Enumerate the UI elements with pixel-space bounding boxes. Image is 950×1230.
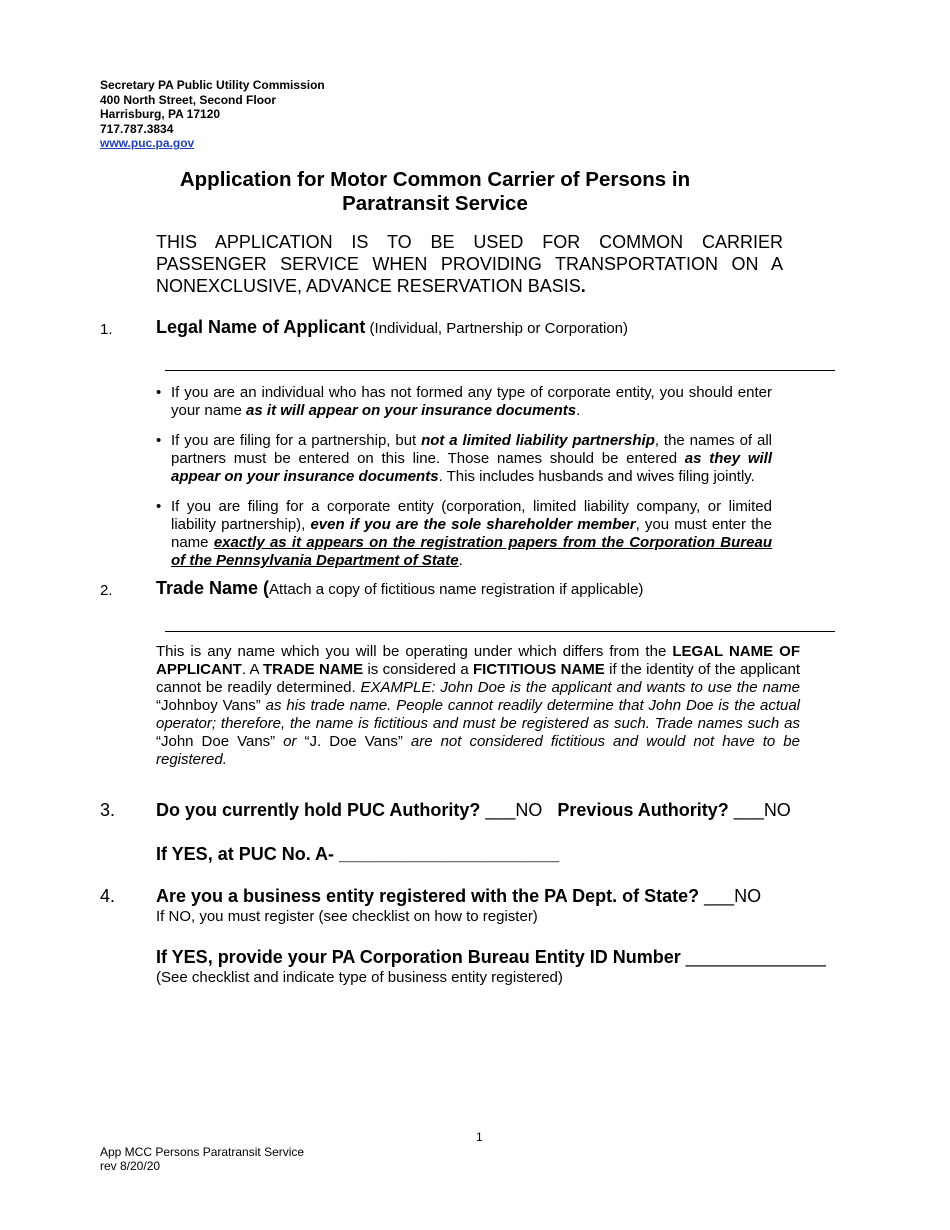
form-footer bbox=[100, 1145, 304, 1173]
form-name: App MCC Persons Paratransit Service bbox=[100, 1145, 305, 1159]
section-4-number: 4. bbox=[100, 886, 116, 906]
list-item: • If you are filing for a partnership, but not a limited liability partnership, the names of all partners must be entered on this line. Those names should be entered as they will appear on your insurance documents. This includes husbands and wives filing jointly. bbox=[156, 432, 772, 485]
title-line-2: Paratransit Service bbox=[342, 192, 528, 215]
commission-address bbox=[100, 78, 325, 151]
entity-type-note: (See checklist and indicate type of business entity registered) bbox=[156, 969, 563, 986]
website-link[interactable]: www.puc.pa.gov bbox=[100, 136, 195, 150]
intro-period: . bbox=[580, 276, 586, 296]
entity-id-field: If YES, provide your PA Corporation Bureau Entity ID Number ______________ bbox=[156, 947, 826, 967]
business-entity-question: Are you a business entity registered with the PA Dept. of State? ___NO bbox=[156, 886, 762, 906]
entity-id-blank[interactable]: ______________ bbox=[685, 947, 826, 967]
bullet-icon: • bbox=[156, 432, 162, 449]
bullet-icon: • bbox=[156, 384, 162, 401]
trade-name-heading: Trade Name ( bbox=[156, 578, 270, 598]
trade-name-input-line[interactable] bbox=[165, 631, 835, 632]
business-entity-blank[interactable]: ___ bbox=[704, 886, 735, 906]
list-item: • If you are filing for a corporate entity (corporation, limited liability company, or limited liability partnership), even if you are the sole shareholder member, you must enter the name exactly as it appears on the registration papers from the Corporation Bureau of the Pennsylvania Department of State. bbox=[156, 498, 772, 569]
business-entity-no: NO bbox=[734, 886, 762, 906]
puc-number-blank[interactable]: ______________________ bbox=[339, 844, 560, 864]
intro-statement bbox=[156, 231, 783, 297]
legal-name-heading: Legal Name of Applicant bbox=[156, 317, 366, 337]
trade-name-explanation: This is any name which you will be operating under which differs from the LEGAL NAME OF APPLICANT. A TRADE NAME is considered a FICTITIOUS NAME if the identity of the applicant cannot be readily determined. EXAMPLE: John Doe is the applicant and wants to use the name “Johnboy Vans” as his trade name. People cannot readily determine that John Doe is the actual operator; therefore, the name is fictitious and must be registered as such. Trade names such as “John Doe Vans” or “J. Doe Vans” are not considered fictitious and would not have to be registered. bbox=[156, 643, 801, 768]
section-2-heading bbox=[156, 578, 643, 599]
section-1-number: 1. bbox=[100, 321, 113, 338]
address-line-3: Harrisburg, PA 17120 bbox=[100, 107, 221, 121]
section-2-number: 2. bbox=[100, 582, 113, 599]
legal-name-subheading: (Individual, Partnership or Corporation) bbox=[365, 320, 628, 337]
address-line-1: Secretary PA Public Utility Commission bbox=[100, 78, 325, 92]
page-number: 1 bbox=[476, 1130, 483, 1144]
previous-authority-blank[interactable]: ___ bbox=[733, 800, 764, 820]
section-1-heading bbox=[156, 317, 628, 338]
legal-name-input-line[interactable] bbox=[165, 370, 835, 371]
page-title bbox=[100, 168, 770, 216]
bullet-icon: • bbox=[156, 498, 162, 515]
form-revision: rev 8/20/20 bbox=[100, 1159, 161, 1173]
address-line-2: 400 North Street, Second Floor bbox=[100, 92, 277, 107]
register-instructions: If NO, you must register (see checklist on how to register) bbox=[156, 908, 538, 925]
title-line-1: Application for Motor Common Carrier of Persons in bbox=[179, 168, 691, 191]
list-item: • If you are an individual who has not formed any type of corporate entity, you should enter your name as it will appear on your insurance documents. bbox=[156, 384, 772, 419]
intro-text: THIS APPLICATION IS TO BE USED FOR COMMON CARRIER PASSENGER SERVICE WHEN PROVIDING TRANSPORTATION ON A NONEXCLUSIVE, ADVANCE RESERVATION BASIS bbox=[156, 232, 783, 296]
trade-name-subheading: Attach a copy of fictitious name registration if applicable) bbox=[269, 581, 644, 598]
legal-name-instructions bbox=[156, 384, 772, 582]
puc-number-field: If YES, at PUC No. A- ______________________ bbox=[156, 844, 560, 864]
puc-authority-no: NO bbox=[515, 800, 543, 820]
puc-authority-question: Do you currently hold PUC Authority? ___NO Previous Authority? ___NO bbox=[156, 800, 791, 820]
puc-authority-blank[interactable]: ___ bbox=[485, 800, 516, 820]
address-phone: 717.787.3834 bbox=[100, 121, 174, 136]
section-3-number: 3. bbox=[100, 800, 116, 820]
previous-authority-no: NO bbox=[763, 800, 791, 820]
